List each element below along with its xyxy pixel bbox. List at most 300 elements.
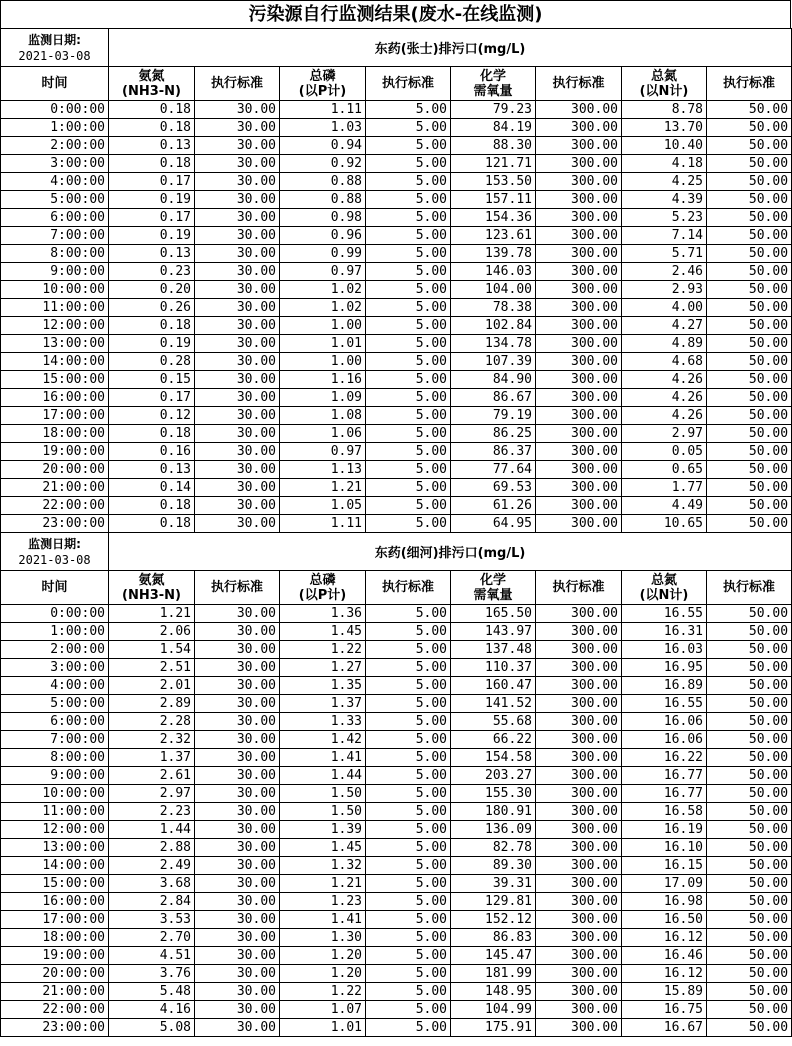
cell-cod-standard: 300.00: [536, 209, 622, 227]
cell-cod-standard: 300.00: [536, 443, 622, 461]
cell-time: 4:00:00: [1, 677, 109, 695]
cell-total-phosphorus: 0.94: [280, 137, 366, 155]
cell-ammonia-standard: 30.00: [195, 497, 280, 515]
cell-nitrogen-standard: 50.00: [707, 137, 792, 155]
cell-total-phosphorus: 1.13: [280, 461, 366, 479]
cell-phosphorus-standard: 5.00: [366, 209, 451, 227]
cell-phosphorus-standard: 5.00: [366, 767, 451, 785]
cell-time: 16:00:00: [1, 893, 109, 911]
cell-total-phosphorus: 1.01: [280, 1019, 366, 1037]
cell-time: 10:00:00: [1, 281, 109, 299]
cell-time: 23:00:00: [1, 515, 109, 533]
cell-nitrogen-standard: 50.00: [707, 389, 792, 407]
monitoring-date-cell: [1, 533, 109, 571]
cell-time: 1:00:00: [1, 119, 109, 137]
cell-ammonia: 1.37: [109, 749, 195, 767]
cell-cod: 88.30: [451, 137, 536, 155]
cell-total-nitrogen: 16.31: [622, 623, 707, 641]
cell-total-phosphorus: 1.33: [280, 713, 366, 731]
cell-time: 0:00:00: [1, 101, 109, 119]
table-row: [1, 695, 792, 713]
header-cod-line1: 化学: [479, 68, 506, 84]
cell-ammonia: 0.13: [109, 137, 195, 155]
header-cod-line1: 化学: [479, 572, 506, 588]
cell-total-nitrogen: 0.05: [622, 443, 707, 461]
cell-ammonia: 0.18: [109, 119, 195, 137]
cell-phosphorus-standard: 5.00: [366, 425, 451, 443]
cell-ammonia-standard: 30.00: [195, 893, 280, 911]
date-label: 监测日期:: [28, 536, 81, 551]
cell-nitrogen-standard: 50.00: [707, 641, 792, 659]
cell-cod: 136.09: [451, 821, 536, 839]
table-row: [1, 911, 792, 929]
cell-cod-standard: 300.00: [536, 803, 622, 821]
cell-total-phosphorus: 1.22: [280, 983, 366, 1001]
cell-cod: 86.67: [451, 389, 536, 407]
cell-time: 14:00:00: [1, 353, 109, 371]
cell-ammonia: 3.53: [109, 911, 195, 929]
cell-total-phosphorus: 1.20: [280, 947, 366, 965]
cell-ammonia: 0.19: [109, 335, 195, 353]
cell-total-phosphorus: 1.45: [280, 623, 366, 641]
cell-nitrogen-standard: 50.00: [707, 605, 792, 623]
cell-total-nitrogen: 16.55: [622, 695, 707, 713]
table-row: [1, 497, 792, 515]
cell-cod-standard: 300.00: [536, 641, 622, 659]
cell-time: 4:00:00: [1, 173, 109, 191]
cell-cod: 64.95: [451, 515, 536, 533]
cell-nitrogen-standard: 50.00: [707, 443, 792, 461]
header-standard: 执行标准: [195, 67, 280, 101]
cell-nitrogen-standard: 50.00: [707, 677, 792, 695]
cell-ammonia-standard: 30.00: [195, 731, 280, 749]
cell-ammonia-standard: 30.00: [195, 965, 280, 983]
table-row: [1, 605, 792, 623]
cell-total-nitrogen: 16.03: [622, 641, 707, 659]
monitoring-date: 2021-03-08: [18, 552, 91, 567]
cell-total-nitrogen: 16.50: [622, 911, 707, 929]
cell-cod-standard: 300.00: [536, 389, 622, 407]
cell-time: 13:00:00: [1, 335, 109, 353]
table-row: [1, 191, 792, 209]
cell-phosphorus-standard: 5.00: [366, 821, 451, 839]
cell-cod-standard: 300.00: [536, 263, 622, 281]
cell-total-phosphorus: 1.02: [280, 281, 366, 299]
cell-ammonia: 5.08: [109, 1019, 195, 1037]
cell-nitrogen-standard: 50.00: [707, 407, 792, 425]
cell-cod: 145.47: [451, 947, 536, 965]
table-row: [1, 317, 792, 335]
cell-time: 14:00:00: [1, 857, 109, 875]
cell-phosphorus-standard: 5.00: [366, 299, 451, 317]
cell-total-nitrogen: 16.75: [622, 1001, 707, 1019]
cell-total-nitrogen: 2.93: [622, 281, 707, 299]
cell-phosphorus-standard: 5.00: [366, 389, 451, 407]
cell-ammonia: 2.32: [109, 731, 195, 749]
table-row: [1, 227, 792, 245]
cell-cod-standard: 300.00: [536, 119, 622, 137]
header-ammonia-line2: (NH3-N): [122, 83, 181, 99]
cell-total-phosphorus: 1.30: [280, 929, 366, 947]
cell-phosphorus-standard: 5.00: [366, 227, 451, 245]
cell-total-nitrogen: 4.68: [622, 353, 707, 371]
cell-ammonia-standard: 30.00: [195, 1001, 280, 1019]
cell-cod: 69.53: [451, 479, 536, 497]
header-total-nitrogen: [622, 571, 707, 605]
cell-nitrogen-standard: 50.00: [707, 911, 792, 929]
cell-nitrogen-standard: 50.00: [707, 803, 792, 821]
cell-cod: 61.26: [451, 497, 536, 515]
cell-nitrogen-standard: 50.00: [707, 839, 792, 857]
cell-ammonia: 0.28: [109, 353, 195, 371]
cell-ammonia-standard: 30.00: [195, 155, 280, 173]
cell-cod-standard: 300.00: [536, 785, 622, 803]
cell-total-nitrogen: 16.46: [622, 947, 707, 965]
table-row: [1, 659, 792, 677]
table-row: [1, 749, 792, 767]
cell-ammonia-standard: 30.00: [195, 695, 280, 713]
cell-time: 22:00:00: [1, 1001, 109, 1019]
cell-nitrogen-standard: 50.00: [707, 785, 792, 803]
header-total-phosphorus-line1: 总磷: [309, 68, 336, 84]
cell-time: 17:00:00: [1, 407, 109, 425]
cell-nitrogen-standard: 50.00: [707, 623, 792, 641]
cell-nitrogen-standard: 50.00: [707, 1019, 792, 1037]
cell-cod: 157.11: [451, 191, 536, 209]
cell-ammonia: 0.23: [109, 263, 195, 281]
cell-total-phosphorus: 1.20: [280, 965, 366, 983]
cell-cod: 129.81: [451, 893, 536, 911]
cell-cod: 143.97: [451, 623, 536, 641]
cell-time: 10:00:00: [1, 785, 109, 803]
table-row: [1, 767, 792, 785]
cell-total-phosphorus: 1.00: [280, 317, 366, 335]
header-total-nitrogen-line1: 总氮: [650, 68, 677, 84]
cell-total-phosphorus: 1.06: [280, 425, 366, 443]
cell-time: 20:00:00: [1, 965, 109, 983]
cell-nitrogen-standard: 50.00: [707, 191, 792, 209]
cell-nitrogen-standard: 50.00: [707, 461, 792, 479]
cell-ammonia-standard: 30.00: [195, 137, 280, 155]
cell-total-phosphorus: 1.11: [280, 101, 366, 119]
cell-time: 8:00:00: [1, 245, 109, 263]
cell-time: 6:00:00: [1, 713, 109, 731]
table-row: [1, 641, 792, 659]
cell-cod-standard: 300.00: [536, 101, 622, 119]
cell-total-nitrogen: 16.06: [622, 731, 707, 749]
table-row: [1, 713, 792, 731]
cell-cod: 86.25: [451, 425, 536, 443]
cell-phosphorus-standard: 5.00: [366, 947, 451, 965]
cell-nitrogen-standard: 50.00: [707, 893, 792, 911]
cell-cod-standard: 300.00: [536, 497, 622, 515]
cell-ammonia: 0.26: [109, 299, 195, 317]
cell-time: 7:00:00: [1, 731, 109, 749]
cell-time: 16:00:00: [1, 389, 109, 407]
table-row: [1, 281, 792, 299]
cell-total-phosphorus: 1.05: [280, 497, 366, 515]
section-header-row: [1, 29, 792, 67]
cell-cod-standard: 300.00: [536, 983, 622, 1001]
table-row: [1, 371, 792, 389]
cell-total-phosphorus: 1.21: [280, 479, 366, 497]
cell-total-nitrogen: 4.26: [622, 371, 707, 389]
cell-ammonia-standard: 30.00: [195, 821, 280, 839]
cell-cod: 79.23: [451, 101, 536, 119]
cell-ammonia-standard: 30.00: [195, 101, 280, 119]
cell-time: 5:00:00: [1, 695, 109, 713]
cell-ammonia-standard: 30.00: [195, 389, 280, 407]
cell-cod-standard: 300.00: [536, 965, 622, 983]
cell-phosphorus-standard: 5.00: [366, 857, 451, 875]
cell-total-nitrogen: 16.12: [622, 929, 707, 947]
cell-cod: 86.83: [451, 929, 536, 947]
cell-cod-standard: 300.00: [536, 353, 622, 371]
cell-cod: 39.31: [451, 875, 536, 893]
cell-cod: 154.36: [451, 209, 536, 227]
cell-cod: 66.22: [451, 731, 536, 749]
cell-time: 15:00:00: [1, 371, 109, 389]
outlet-name: 东药(张士)排污口(mg/L): [109, 29, 792, 67]
table-row: [1, 407, 792, 425]
cell-cod-standard: 300.00: [536, 929, 622, 947]
cell-total-nitrogen: 4.25: [622, 173, 707, 191]
cell-phosphorus-standard: 5.00: [366, 515, 451, 533]
cell-ammonia-standard: 30.00: [195, 641, 280, 659]
cell-ammonia: 2.23: [109, 803, 195, 821]
cell-nitrogen-standard: 50.00: [707, 929, 792, 947]
cell-nitrogen-standard: 50.00: [707, 695, 792, 713]
cell-ammonia: 2.51: [109, 659, 195, 677]
cell-cod-standard: 300.00: [536, 155, 622, 173]
date-label: 监测日期:: [28, 32, 81, 47]
cell-time: 1:00:00: [1, 623, 109, 641]
cell-time: 12:00:00: [1, 317, 109, 335]
cell-total-nitrogen: 8.78: [622, 101, 707, 119]
header-cod-line2: 需氧量: [473, 587, 513, 603]
cell-total-phosphorus: 1.22: [280, 641, 366, 659]
cell-nitrogen-standard: 50.00: [707, 317, 792, 335]
cell-cod-standard: 300.00: [536, 227, 622, 245]
cell-cod: 137.48: [451, 641, 536, 659]
cell-cod-standard: 300.00: [536, 713, 622, 731]
cell-ammonia-standard: 30.00: [195, 911, 280, 929]
cell-cod-standard: 300.00: [536, 947, 622, 965]
cell-cod-standard: 300.00: [536, 461, 622, 479]
cell-time: 2:00:00: [1, 641, 109, 659]
table-row: [1, 515, 792, 533]
cell-cod-standard: 300.00: [536, 857, 622, 875]
cell-total-phosphorus: 1.50: [280, 803, 366, 821]
cell-nitrogen-standard: 50.00: [707, 749, 792, 767]
cell-ammonia: 0.17: [109, 389, 195, 407]
cell-ammonia: 2.70: [109, 929, 195, 947]
header-total-phosphorus-line1: 总磷: [309, 572, 336, 588]
cell-cod-standard: 300.00: [536, 659, 622, 677]
cell-ammonia-standard: 30.00: [195, 209, 280, 227]
cell-phosphorus-standard: 5.00: [366, 443, 451, 461]
header-total-phosphorus-line2: (以P计): [298, 83, 347, 99]
cell-total-phosphorus: 0.92: [280, 155, 366, 173]
cell-ammonia-standard: 30.00: [195, 857, 280, 875]
cell-phosphorus-standard: 5.00: [366, 677, 451, 695]
cell-phosphorus-standard: 5.00: [366, 929, 451, 947]
cell-total-phosphorus: 1.08: [280, 407, 366, 425]
header-standard: 执行标准: [707, 571, 792, 605]
header-ammonia: [109, 67, 195, 101]
cell-cod-standard: 300.00: [536, 839, 622, 857]
cell-cod: 160.47: [451, 677, 536, 695]
cell-total-phosphorus: 0.88: [280, 173, 366, 191]
cell-cod: 86.37: [451, 443, 536, 461]
cell-ammonia: 1.21: [109, 605, 195, 623]
table-row: [1, 623, 792, 641]
cell-total-nitrogen: 16.95: [622, 659, 707, 677]
cell-ammonia: 0.18: [109, 425, 195, 443]
cell-total-nitrogen: 16.58: [622, 803, 707, 821]
cell-ammonia: 0.17: [109, 209, 195, 227]
cell-total-phosphorus: 1.01: [280, 335, 366, 353]
cell-total-nitrogen: 10.40: [622, 137, 707, 155]
cell-cod: 84.90: [451, 371, 536, 389]
cell-ammonia-standard: 30.00: [195, 983, 280, 1001]
cell-cod: 84.19: [451, 119, 536, 137]
cell-time: 3:00:00: [1, 155, 109, 173]
table-row: [1, 1019, 792, 1037]
cell-cod: 104.99: [451, 1001, 536, 1019]
cell-time: 20:00:00: [1, 461, 109, 479]
cell-phosphorus-standard: 5.00: [366, 191, 451, 209]
cell-total-nitrogen: 16.67: [622, 1019, 707, 1037]
cell-phosphorus-standard: 5.00: [366, 461, 451, 479]
cell-phosphorus-standard: 5.00: [366, 497, 451, 515]
cell-ammonia: 2.88: [109, 839, 195, 857]
cell-total-nitrogen: 16.98: [622, 893, 707, 911]
cell-cod-standard: 300.00: [536, 173, 622, 191]
cell-ammonia: 0.18: [109, 515, 195, 533]
cell-cod: 181.99: [451, 965, 536, 983]
sheet-title: 污染源自行监测结果(废水-在线监测): [0, 0, 791, 28]
cell-ammonia: 2.97: [109, 785, 195, 803]
cell-total-phosphorus: 1.41: [280, 749, 366, 767]
cell-phosphorus-standard: 5.00: [366, 173, 451, 191]
cell-ammonia-standard: 30.00: [195, 749, 280, 767]
cell-ammonia-standard: 30.00: [195, 317, 280, 335]
cell-ammonia: 2.49: [109, 857, 195, 875]
cell-cod: 121.71: [451, 155, 536, 173]
cell-ammonia: 0.13: [109, 245, 195, 263]
cell-nitrogen-standard: 50.00: [707, 119, 792, 137]
cell-nitrogen-standard: 50.00: [707, 821, 792, 839]
cell-time: 22:00:00: [1, 497, 109, 515]
cell-phosphorus-standard: 5.00: [366, 803, 451, 821]
cell-cod-standard: 300.00: [536, 1019, 622, 1037]
table-row: [1, 731, 792, 749]
table-row: [1, 389, 792, 407]
cell-cod: 155.30: [451, 785, 536, 803]
cell-phosphorus-standard: 5.00: [366, 785, 451, 803]
cell-cod: 152.12: [451, 911, 536, 929]
header-ammonia-line1: 氨氮: [138, 572, 165, 588]
cell-total-nitrogen: 16.15: [622, 857, 707, 875]
cell-cod-standard: 300.00: [536, 1001, 622, 1019]
cell-phosphorus-standard: 5.00: [366, 623, 451, 641]
cell-nitrogen-standard: 50.00: [707, 515, 792, 533]
cell-time: 8:00:00: [1, 749, 109, 767]
cell-cod: 203.27: [451, 767, 536, 785]
cell-ammonia: 1.54: [109, 641, 195, 659]
cell-ammonia-standard: 30.00: [195, 353, 280, 371]
cell-nitrogen-standard: 50.00: [707, 857, 792, 875]
cell-total-nitrogen: 16.06: [622, 713, 707, 731]
cell-ammonia-standard: 30.00: [195, 875, 280, 893]
cell-phosphorus-standard: 5.00: [366, 479, 451, 497]
table-row: [1, 677, 792, 695]
cell-cod: 153.50: [451, 173, 536, 191]
table-row: [1, 857, 792, 875]
table-row: [1, 461, 792, 479]
cell-total-nitrogen: 7.14: [622, 227, 707, 245]
cell-total-phosphorus: 1.44: [280, 767, 366, 785]
cell-total-nitrogen: 4.18: [622, 155, 707, 173]
cell-ammonia: 0.19: [109, 191, 195, 209]
header-ammonia-line2: (NH3-N): [122, 587, 181, 603]
cell-ammonia: 0.18: [109, 101, 195, 119]
cell-time: 19:00:00: [1, 947, 109, 965]
cell-nitrogen-standard: 50.00: [707, 479, 792, 497]
cell-total-phosphorus: 0.99: [280, 245, 366, 263]
cell-cod: 110.37: [451, 659, 536, 677]
cell-total-nitrogen: 16.89: [622, 677, 707, 695]
cell-ammonia-standard: 30.00: [195, 767, 280, 785]
cell-total-phosphorus: 0.98: [280, 209, 366, 227]
cell-total-phosphorus: 1.09: [280, 389, 366, 407]
cell-nitrogen-standard: 50.00: [707, 425, 792, 443]
header-total-nitrogen-line2: (以N计): [639, 587, 689, 603]
cell-cod-standard: 300.00: [536, 623, 622, 641]
cell-cod-standard: 300.00: [536, 425, 622, 443]
cell-nitrogen-standard: 50.00: [707, 659, 792, 677]
cell-ammonia-standard: 30.00: [195, 461, 280, 479]
header-standard: 执行标准: [195, 571, 280, 605]
cell-total-nitrogen: 4.26: [622, 407, 707, 425]
cell-total-nitrogen: 16.19: [622, 821, 707, 839]
cell-ammonia-standard: 30.00: [195, 659, 280, 677]
cell-ammonia-standard: 30.00: [195, 335, 280, 353]
cell-total-phosphorus: 0.97: [280, 263, 366, 281]
cell-total-phosphorus: 1.32: [280, 857, 366, 875]
table-row: [1, 479, 792, 497]
header-cod: [451, 571, 536, 605]
monitoring-date-cell: [1, 29, 109, 67]
cell-nitrogen-standard: 50.00: [707, 371, 792, 389]
cell-time: 2:00:00: [1, 137, 109, 155]
cell-total-phosphorus: 1.27: [280, 659, 366, 677]
cell-cod-standard: 300.00: [536, 407, 622, 425]
cell-phosphorus-standard: 5.00: [366, 371, 451, 389]
table-row: [1, 875, 792, 893]
table-row: [1, 425, 792, 443]
cell-total-phosphorus: 1.50: [280, 785, 366, 803]
cell-phosphorus-standard: 5.00: [366, 731, 451, 749]
cell-total-nitrogen: 2.46: [622, 263, 707, 281]
cell-ammonia-standard: 30.00: [195, 371, 280, 389]
monitoring-date: 2021-03-08: [18, 48, 91, 63]
cell-nitrogen-standard: 50.00: [707, 101, 792, 119]
cell-phosphorus-standard: 5.00: [366, 983, 451, 1001]
header-cod-line2: 需氧量: [473, 83, 513, 99]
cell-cod: 141.52: [451, 695, 536, 713]
